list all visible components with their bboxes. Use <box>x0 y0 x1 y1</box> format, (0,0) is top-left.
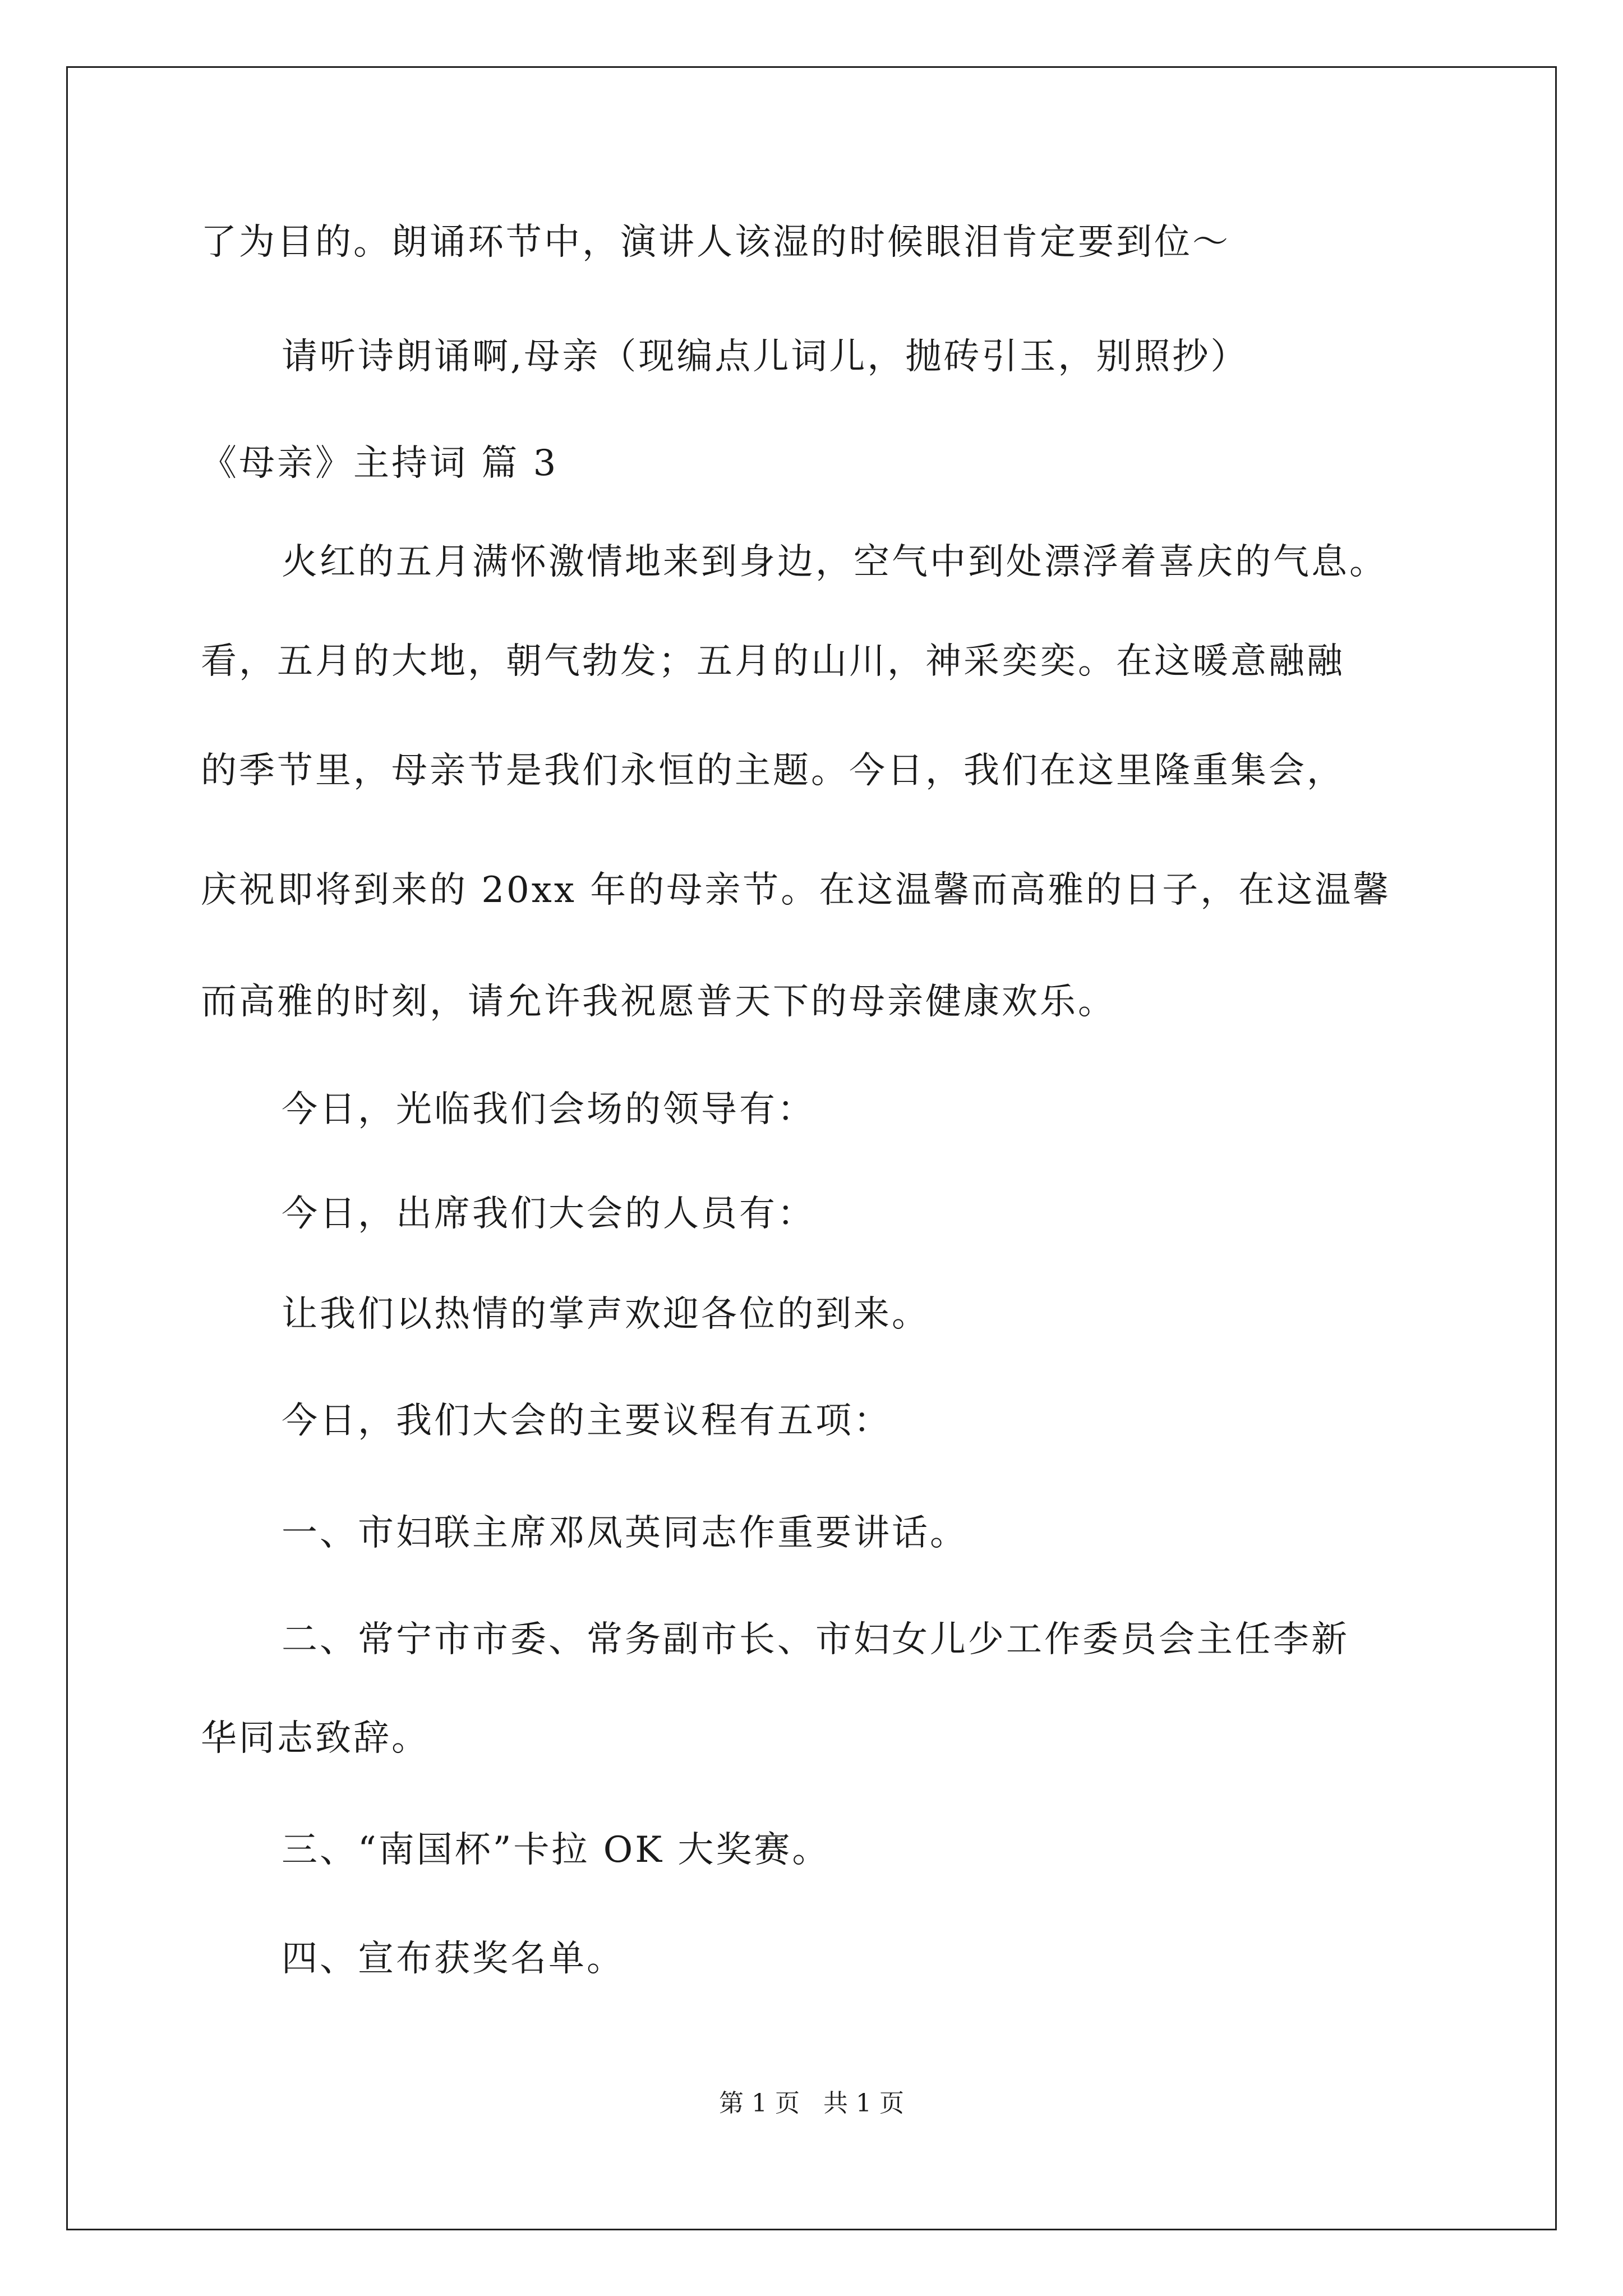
paragraph-line: 今日，我们大会的主要议程有五项： <box>282 1400 892 1442</box>
paragraph-line: 看，五月的大地，朝气勃发；五月的山川，神采奕奕。在这暖意融融 <box>201 641 1345 682</box>
section-heading: 《母亲》主持词 篇 3 <box>201 443 559 484</box>
paragraph-line: 请听诗朗诵啊,母亲（现编点儿词儿，抛砖引玉，别照抄） <box>282 336 1249 378</box>
paragraph-line: 今日，出席我们大会的人员有： <box>282 1193 815 1235</box>
agenda-item: 一、市妇联主席邓凤英同志作重要讲话。 <box>282 1512 968 1554</box>
page-footer: 第 1 页 共 1 页 <box>719 2089 904 2118</box>
agenda-item-continuation: 华同志致辞。 <box>201 1718 430 1759</box>
paragraph-line: 的季节里，母亲节是我们永恒的主题。今日，我们在这里隆重集会， <box>201 750 1345 792</box>
paragraph-line: 火红的五月满怀激情地来到身边，空气中到处漂浮着喜庆的气息。 <box>282 541 1387 583</box>
page-border <box>66 66 1557 2230</box>
paragraph-line: 而高雅的时刻，请允许我祝愿普天下的母亲健康欢乐。 <box>201 981 1116 1023</box>
paragraph-line: 了为目的。朗诵环节中，演讲人该湿的时候眼泪肯定要到位～ <box>201 222 1230 263</box>
paragraph-line: 今日，光临我们会场的领导有： <box>282 1089 815 1130</box>
paragraph-line: 庆祝即将到来的 20xx 年的母亲节。在这温馨而高雅的日子，在这温馨 <box>201 869 1391 911</box>
agenda-item: 三、“南国杯”卡拉 OK 大奖赛。 <box>282 1829 831 1871</box>
agenda-item: 四、宣布获奖名单。 <box>282 1938 625 1980</box>
agenda-item: 二、常宁市市委、常务副市长、市妇女儿少工作委员会主任李新 <box>282 1619 1349 1660</box>
paragraph-line: 让我们以热情的掌声欢迎各位的到来。 <box>282 1294 930 1335</box>
